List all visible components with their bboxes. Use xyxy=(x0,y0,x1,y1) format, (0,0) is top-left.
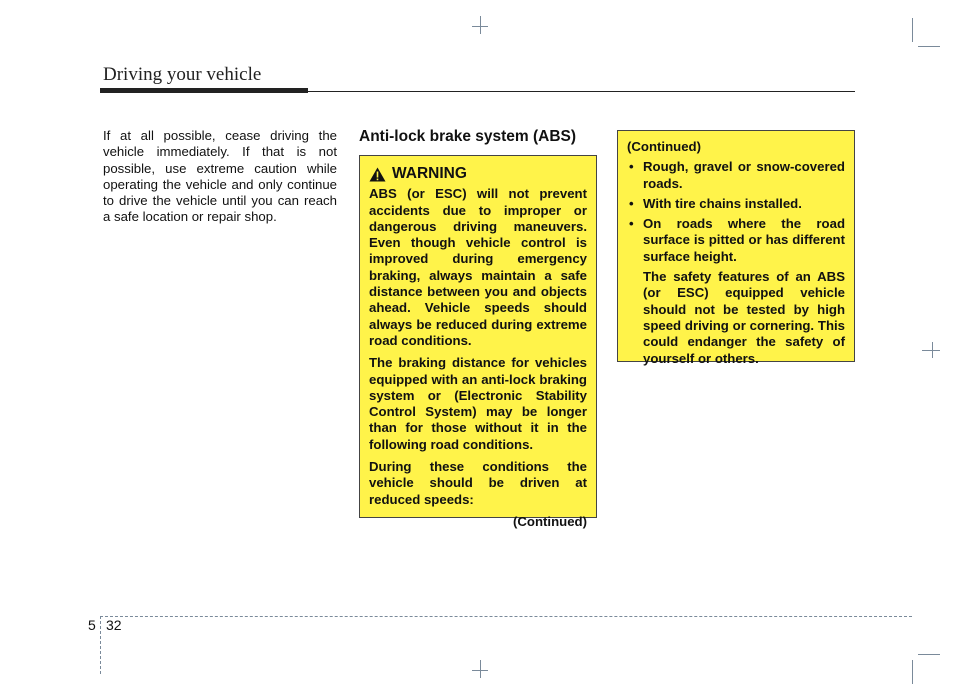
warning-paragraph: ABS (or ESC) will not prevent accidents due to improper or dangerous driving maneuvers. Even though vehicle control is improved during emergency braking, always maintain a safe distance between you and objects ahead. Vehicle speeds should always be reduced during extreme road conditions. xyxy=(369,186,587,348)
crop-mark-bottom-right-h xyxy=(918,654,940,655)
crop-mark-right-middle-v xyxy=(932,342,933,358)
running-header-title: Driving your vehicle xyxy=(103,64,262,85)
safety-note: The safety features of an ABS (or ESC) equipped vehicle should not be tested by high speed driving or cornering. This could endanger the safety of yourself or others. xyxy=(643,269,845,366)
header-rule-accent xyxy=(100,88,308,93)
crop-mark-bottom-center-cross xyxy=(472,670,488,671)
warning-paragraph: The braking distance for vehicles equipped with an anti-lock braking system or (Electronic Stability Control System) may be longer than for those without it in the following road conditions. xyxy=(369,355,587,452)
page-number: 32 xyxy=(106,617,122,633)
list-item: • Rough, gravel or snow-covered roads. xyxy=(627,159,845,192)
footer-margin-rule xyxy=(100,616,101,674)
warning-triangle-icon xyxy=(369,167,386,182)
continued-label: (Continued) xyxy=(627,139,701,154)
footer-rule xyxy=(100,616,912,617)
continued-warning-box xyxy=(617,130,855,366)
list-item: • With tire chains installed. xyxy=(627,196,845,212)
crop-mark-top-center-cross xyxy=(472,26,488,27)
crop-mark-top-right-h xyxy=(918,46,940,47)
chapter-number: 5 xyxy=(88,617,96,633)
list-item: • On roads where the road surface is pitted or has different surface height. xyxy=(627,216,845,265)
crop-mark-bottom-center xyxy=(480,660,481,678)
warning-paragraph: During these conditions the vehicle should be driven at reduced speeds: xyxy=(369,459,587,507)
crop-mark-top-center xyxy=(480,16,481,34)
road-conditions-list xyxy=(627,159,845,265)
crop-mark-bottom-right xyxy=(912,660,913,684)
continued-label: (Continued) xyxy=(513,513,587,529)
crop-mark-top-right xyxy=(912,18,913,42)
warning-title xyxy=(369,166,587,182)
body-paragraph: If at all possible, cease driving the vehicle immediately. If that is not possible, use extreme caution while operating the vehicle and only continue to drive the vehicle until you can reach a safe location or repair shop. xyxy=(103,128,337,225)
warning-title-text: WARNING xyxy=(392,165,467,182)
crop-mark-right-middle xyxy=(922,350,940,351)
warning-box xyxy=(359,155,597,529)
section-heading: Anti-lock brake system (ABS) xyxy=(359,128,577,145)
